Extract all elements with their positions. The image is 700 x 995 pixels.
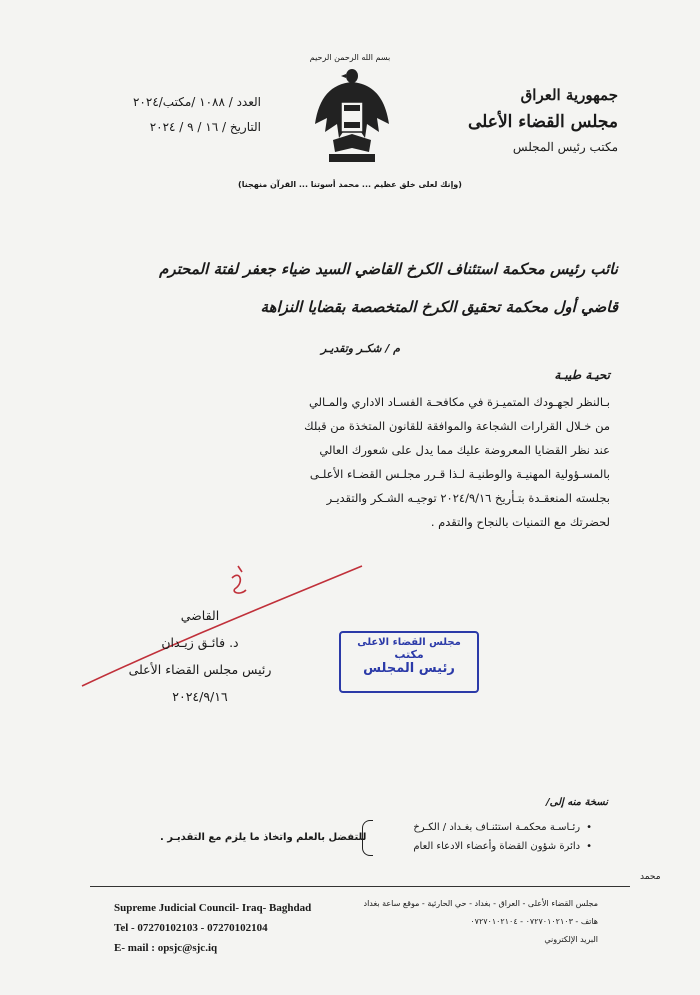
letter-date: التاريخ / ١٦ / ٩ / ٢٠٢٤ [149, 120, 261, 134]
body-line: بجلسته المنعقـدة بتـأريخ ٢٠٢٤/٩/١٦ توجيـه الشـكر والتقديـر [326, 491, 610, 505]
signer-position: رئيس مجلس القضاء الأعلى [128, 662, 272, 677]
list-item [413, 818, 592, 837]
signature-date: ٢٠٢٤/٩/١٦ [172, 689, 228, 704]
typist-mark: محمد [640, 872, 661, 882]
stamp-line: مكتب [394, 648, 424, 661]
copy-recipient: رئـاسـة محكمـة استئنـاف بغـداد / الكـرخ [413, 822, 581, 833]
copies-list [413, 818, 592, 856]
body-line: من خـلال القرارات الشجاعة والموافقة للقانون المتخذة من قبلك [304, 419, 610, 433]
footer-address-ar: مجلس القضاء الأعلى - العراق - بغداد - حي الحارثية - موقع ساعة بغداد [363, 899, 598, 908]
subject: م / شكـر وتقديـر [321, 342, 400, 355]
copy-recipient: دائرة شؤون القضاة وأعضاء الادعاء العام [413, 841, 581, 852]
signer-name: د. فائـق زيـدان [161, 635, 239, 650]
addressee-line-1: نائب رئيس محكمة استئناف الكرخ القاضي السيد ضياء جعفر لفتة المحترم [159, 260, 618, 278]
office-stamp [339, 631, 479, 693]
footer-phone-en: Tel - 07270102103 - 07270102104 [114, 922, 268, 934]
motto: (وإنك لعلى خلق عظيم ... محمد أسوتنا ... القرآن منهجنا) [238, 180, 462, 189]
body-line: بـالنظر لجهـودك المتميـزة في مكافحـة الفسـاد الاداري والمـالي [308, 395, 610, 409]
basmala: بسم الله الرحمن الرحيم [309, 53, 391, 62]
reference-number: العدد / ١٠٨٨ /مكتب/٢٠٢٤ [132, 95, 261, 109]
footer-english [114, 898, 311, 958]
body-line: لحضرتك مع التمنيات بالنجاح والتقدم . [430, 515, 610, 529]
footer-phone-ar: هاتف - ٠٧٢٧٠١٠٢١٠٣ - ٠٧٢٧٠١٠٢١٠٤ [470, 917, 598, 926]
bullet-icon: • [586, 822, 592, 833]
footer-address-en: Supreme Judicial Council- Iraq- Baghdad [114, 902, 312, 914]
footer-arabic [364, 895, 599, 949]
footer-email-ar: البريد الإلكتروني [544, 935, 598, 944]
body-line: بالمسـؤولية المهنيـة والوطنيـة لـذا قـرر مجلـس القضـاء الأعلـى [309, 467, 610, 481]
signature-block [110, 602, 290, 710]
stamp-line: رئيس المجلس [363, 661, 455, 676]
list-item [413, 837, 592, 856]
addressee-line-2: قاضي أول محكمة تحقيق الكرخ المتخصصة بقضايا النزاهة [260, 298, 618, 316]
bullet-icon: • [586, 841, 592, 852]
footer-divider [90, 886, 630, 887]
body-line: عند نظر القضايا المعروضة عليك مما يدل على شعورك العالي [319, 443, 610, 457]
office-name: مكتب رئيس المجلس [512, 140, 618, 154]
country-name: جمهورية العراق [520, 86, 618, 104]
greeting: تحيـة طيبـة [554, 368, 610, 382]
council-name: مجلس القضاء الأعلى [468, 112, 618, 132]
stamp-line: مجلس القضاء الاعلى [357, 637, 461, 648]
copies-heading: نسخة منه إلى/ [545, 797, 608, 808]
footer-email-en: E- mail : opsjc@sjc.iq [114, 942, 218, 954]
signer-title: القاضي [180, 608, 220, 623]
copies-note: للتفضل بالعلم واتخاذ ما يلزم مع التقديـر . [160, 832, 367, 843]
